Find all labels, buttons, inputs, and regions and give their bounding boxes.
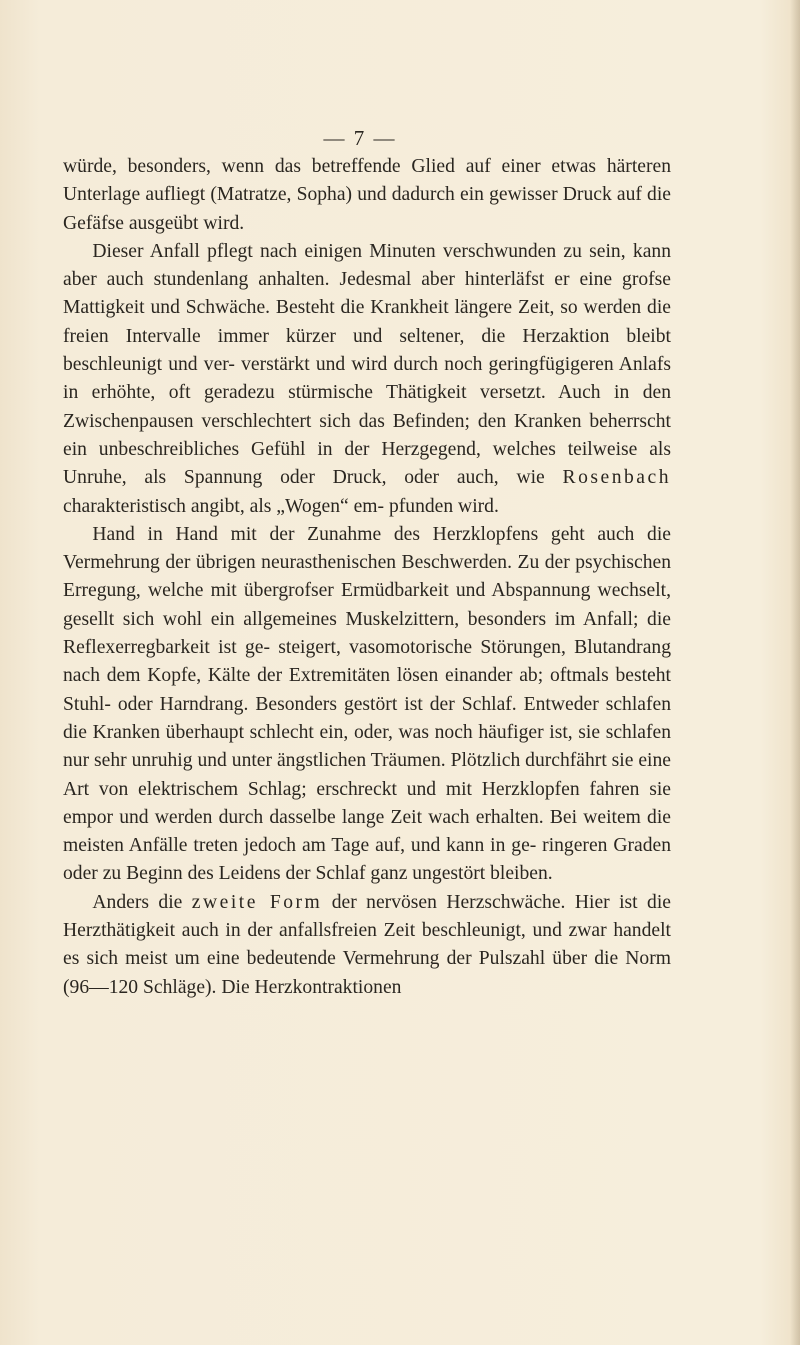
body-text xyxy=(63,153,671,1002)
paragraph-2-text-after: charakteristisch angibt, als „Wogen“ em- pfunden wird. xyxy=(63,495,499,517)
paragraph-4-text: Anders die xyxy=(92,891,183,913)
page-edge-shadow xyxy=(790,0,800,1345)
paragraph-1-text: würde, besonders, wenn das betreffende Glied auf einer etwas härteren Unterlage aufliegt (Matratze, Sopha) und dadurch ein gewisser Druck auf die Gefäfse ausgeübt wird. xyxy=(63,156,671,234)
paragraph-3-text: Hand in Hand mit der Zunahme des Herzklopfens geht auch die Vermehrung der übrigen neurasthenischen Beschwerden. Zu der psychischen Erregung, welche mit übergrofser Ermüdbarkeit und Abspannung wechselt, gesellt sich wohl ein allgemeines Muskelzittern, besonders im Anfall; die Reflexerregbarkeit ist ge- steigert, vasomotorische Störungen, Blutandrang nach dem Kopfe, Kälte der Extremitäten lösen einander ab; oftmals besteht Stuhl- oder Harndrang. Besonders gestört ist der Schlaf. Entweder schlafen die Kranken überhaupt schlecht ein, oder, was noch häufiger ist, sie schlafen nur sehr unruhig und unter ängstlichen Träumen. Plötzlich durchfährt sie eine Art von elektrischem Schlag; erschreckt und mit Herzklopfen fahren sie empor und werden durch dasselbe lange Zeit wach erhalten. Bei weitem die meisten Anfälle treten jedoch am Tage auf, und kann in ge- ringeren Graden oder zu Beginn des Leidens der Schlaf ganz ungestört bleiben. xyxy=(63,523,671,885)
paragraph-4-text-after: der nervösen Herzschwäche. Hier ist die Herzthätigkeit auch in der anfallsfreien Zeit beschleunigt, und zwar handelt es sich meist um eine bedeutende Vermehrung der Pulszahl über die Norm (96—120 Schläge). Die Herzkontraktionen xyxy=(63,891,671,998)
emphasis-zweite-form: zweite Form xyxy=(191,891,323,913)
paragraph-4 xyxy=(63,889,671,1002)
paragraph-2-text: Dieser Anfall pflegt nach einigen Minuten verschwunden zu sein, kann aber auch stundenlang anhalten. Jedesmal aber hinterläfst er eine grofse Mattigkeit und Schwäche. Besteht die Krankheit längere Zeit, so werden die freien Intervalle immer kürzer und seltener, die Herzaktion bleibt beschleunigt und ver- verstärkt und wird durch noch geringfügigeren Anlafs in erhöhte, oft geradezu stürmische Thätigkeit versetzt. Auch in den Zwischenpausen verschlechtert sich das Befinden; den Kranken beherrscht ein unbeschreibliches Gefühl in der Herzgegend, welches teilweise als Unruhe, als Spannung oder Druck, oder auch, wie xyxy=(63,240,671,489)
paragraph-1 xyxy=(63,153,671,238)
paragraph-3 xyxy=(63,521,671,889)
paragraph-2 xyxy=(63,238,671,521)
page-number: — 7 — xyxy=(323,126,397,150)
author-name-rosenbach: Rosenbach xyxy=(562,467,671,489)
